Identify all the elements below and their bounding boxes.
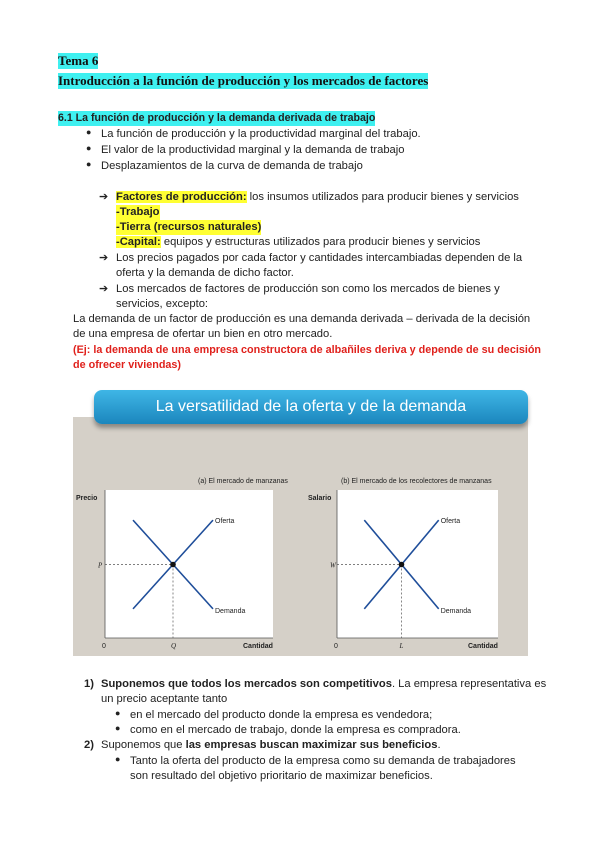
arrow-icon: ➔ <box>99 283 109 295</box>
eq-x-label: L <box>399 642 404 650</box>
section-title: 6.1 La función de producción y la demanda derivada de trabajo <box>58 112 376 124</box>
tierra-label: -Tierra (recursos naturales) <box>116 221 262 233</box>
figure-banner <box>94 390 528 424</box>
item1-rest: . La empresa representativa es <box>391 678 547 690</box>
item1-bold: Suponemos que todos los mercados son competitivos <box>101 678 392 690</box>
origin-label: 0 <box>102 643 106 650</box>
bullet-icon: ● <box>86 143 92 153</box>
item2-line1 <box>101 738 441 753</box>
eq-x-label: Q <box>171 642 177 650</box>
chart-title: (a) El mercado de manzanas <box>198 478 288 485</box>
factores-label: Factores de producción: <box>116 191 247 203</box>
list-item: La función de producción y la productividad marginal del trabajo. <box>101 128 421 140</box>
arrow-icon: ➔ <box>99 252 109 264</box>
charts-svg <box>73 470 528 655</box>
plot-area <box>105 490 273 638</box>
example-line1: (Ej: la demanda de una empresa constructora de albañiles deriva y depende de su decisión <box>73 344 542 356</box>
eq-y-label: P <box>98 561 103 570</box>
x-axis-label: Cantidad <box>468 643 498 650</box>
precios-line2: oferta y la demanda de dicho factor. <box>116 267 294 279</box>
chart-b <box>308 478 498 650</box>
item1-line1 <box>101 677 546 692</box>
series-label-demanda: Demanda <box>215 607 246 615</box>
item2-sub1-line2: son resultado del objetivo prioritario de maximizar beneficios. <box>130 770 433 782</box>
y-axis-label: Salario <box>308 495 332 502</box>
bullet-icon: ● <box>115 754 121 764</box>
factores-line <box>116 190 519 205</box>
mercados-line1: Los mercados de factores de producción son como los mercados de bienes y <box>116 283 500 295</box>
item2-pre: Suponemos que <box>101 739 186 751</box>
item1-sub1: en el mercado del producto donde la empresa es vendedora; <box>130 709 433 721</box>
plot-area <box>337 490 498 638</box>
bullet-icon: ● <box>115 708 121 718</box>
arrow-icon: ➔ <box>99 191 109 203</box>
capital-text: equipos y estructuras utilizados para producir bienes y servicios <box>160 236 481 248</box>
chart-title: (b) El mercado de los recolectores de manzanas <box>341 478 492 485</box>
item1-sub2: como en el mercado de trabajo, donde la empresa es compradora. <box>130 724 461 736</box>
series-label-oferta: Oferta <box>215 518 235 526</box>
series-label-demanda: Demanda <box>440 607 472 615</box>
chart-a <box>76 478 288 650</box>
list-item: Desplazamientos de la curva de demanda de trabajo <box>101 160 363 172</box>
bullet-icon: ● <box>115 723 121 733</box>
x-axis-label: Cantidad <box>243 643 273 650</box>
item1-number: 1) <box>84 678 94 690</box>
y-axis-label: Precio <box>76 495 98 502</box>
equilibrium-point <box>399 562 405 568</box>
mercados-line2: servicios, excepto: <box>116 298 209 310</box>
item2-sub1-line1: Tanto la oferta del producto de la empresa como su demanda de trabajadores <box>130 755 516 767</box>
topic-number: Tema 6 <box>58 53 99 68</box>
topic-title: Introducción a la función de producción y los mercados de factores <box>58 73 429 88</box>
precios-line1: Los precios pagados por cada factor y cantidades intercambiadas dependen de la <box>116 252 523 264</box>
equilibrium-point <box>170 562 176 568</box>
item2-bold: las empresas buscan maximizar sus beneficios <box>185 739 438 751</box>
factores-text: los insumos utilizados para producir bienes y servicios <box>246 191 519 203</box>
item2-post: . <box>437 739 441 751</box>
bullet-icon: ● <box>86 159 92 169</box>
capital-line <box>116 235 480 250</box>
bullet-icon: ● <box>86 127 92 137</box>
item2-number: 2) <box>84 739 94 751</box>
trabajo-label: -Trabajo <box>116 206 160 218</box>
series-label-oferta: Oferta <box>440 518 461 526</box>
example-line2: de ofrecer viviendas) <box>73 359 182 371</box>
figure-banner-title: La versatilidad de la oferta y de la demanda <box>155 398 467 415</box>
capital-label: -Capital: <box>116 236 161 248</box>
paragraph-line1: La demanda de un factor de producción es una demanda derivada – derivada de la decisión <box>73 313 531 325</box>
item1-line2: un precio aceptante tanto <box>101 693 228 705</box>
paragraph-line2: de una empresa de ofertar un bien en otro mercado. <box>73 328 333 340</box>
eq-y-label: W <box>330 561 336 570</box>
origin-label: 0 <box>334 643 338 650</box>
list-item: El valor de la productividad marginal y la demanda de trabajo <box>101 144 405 156</box>
